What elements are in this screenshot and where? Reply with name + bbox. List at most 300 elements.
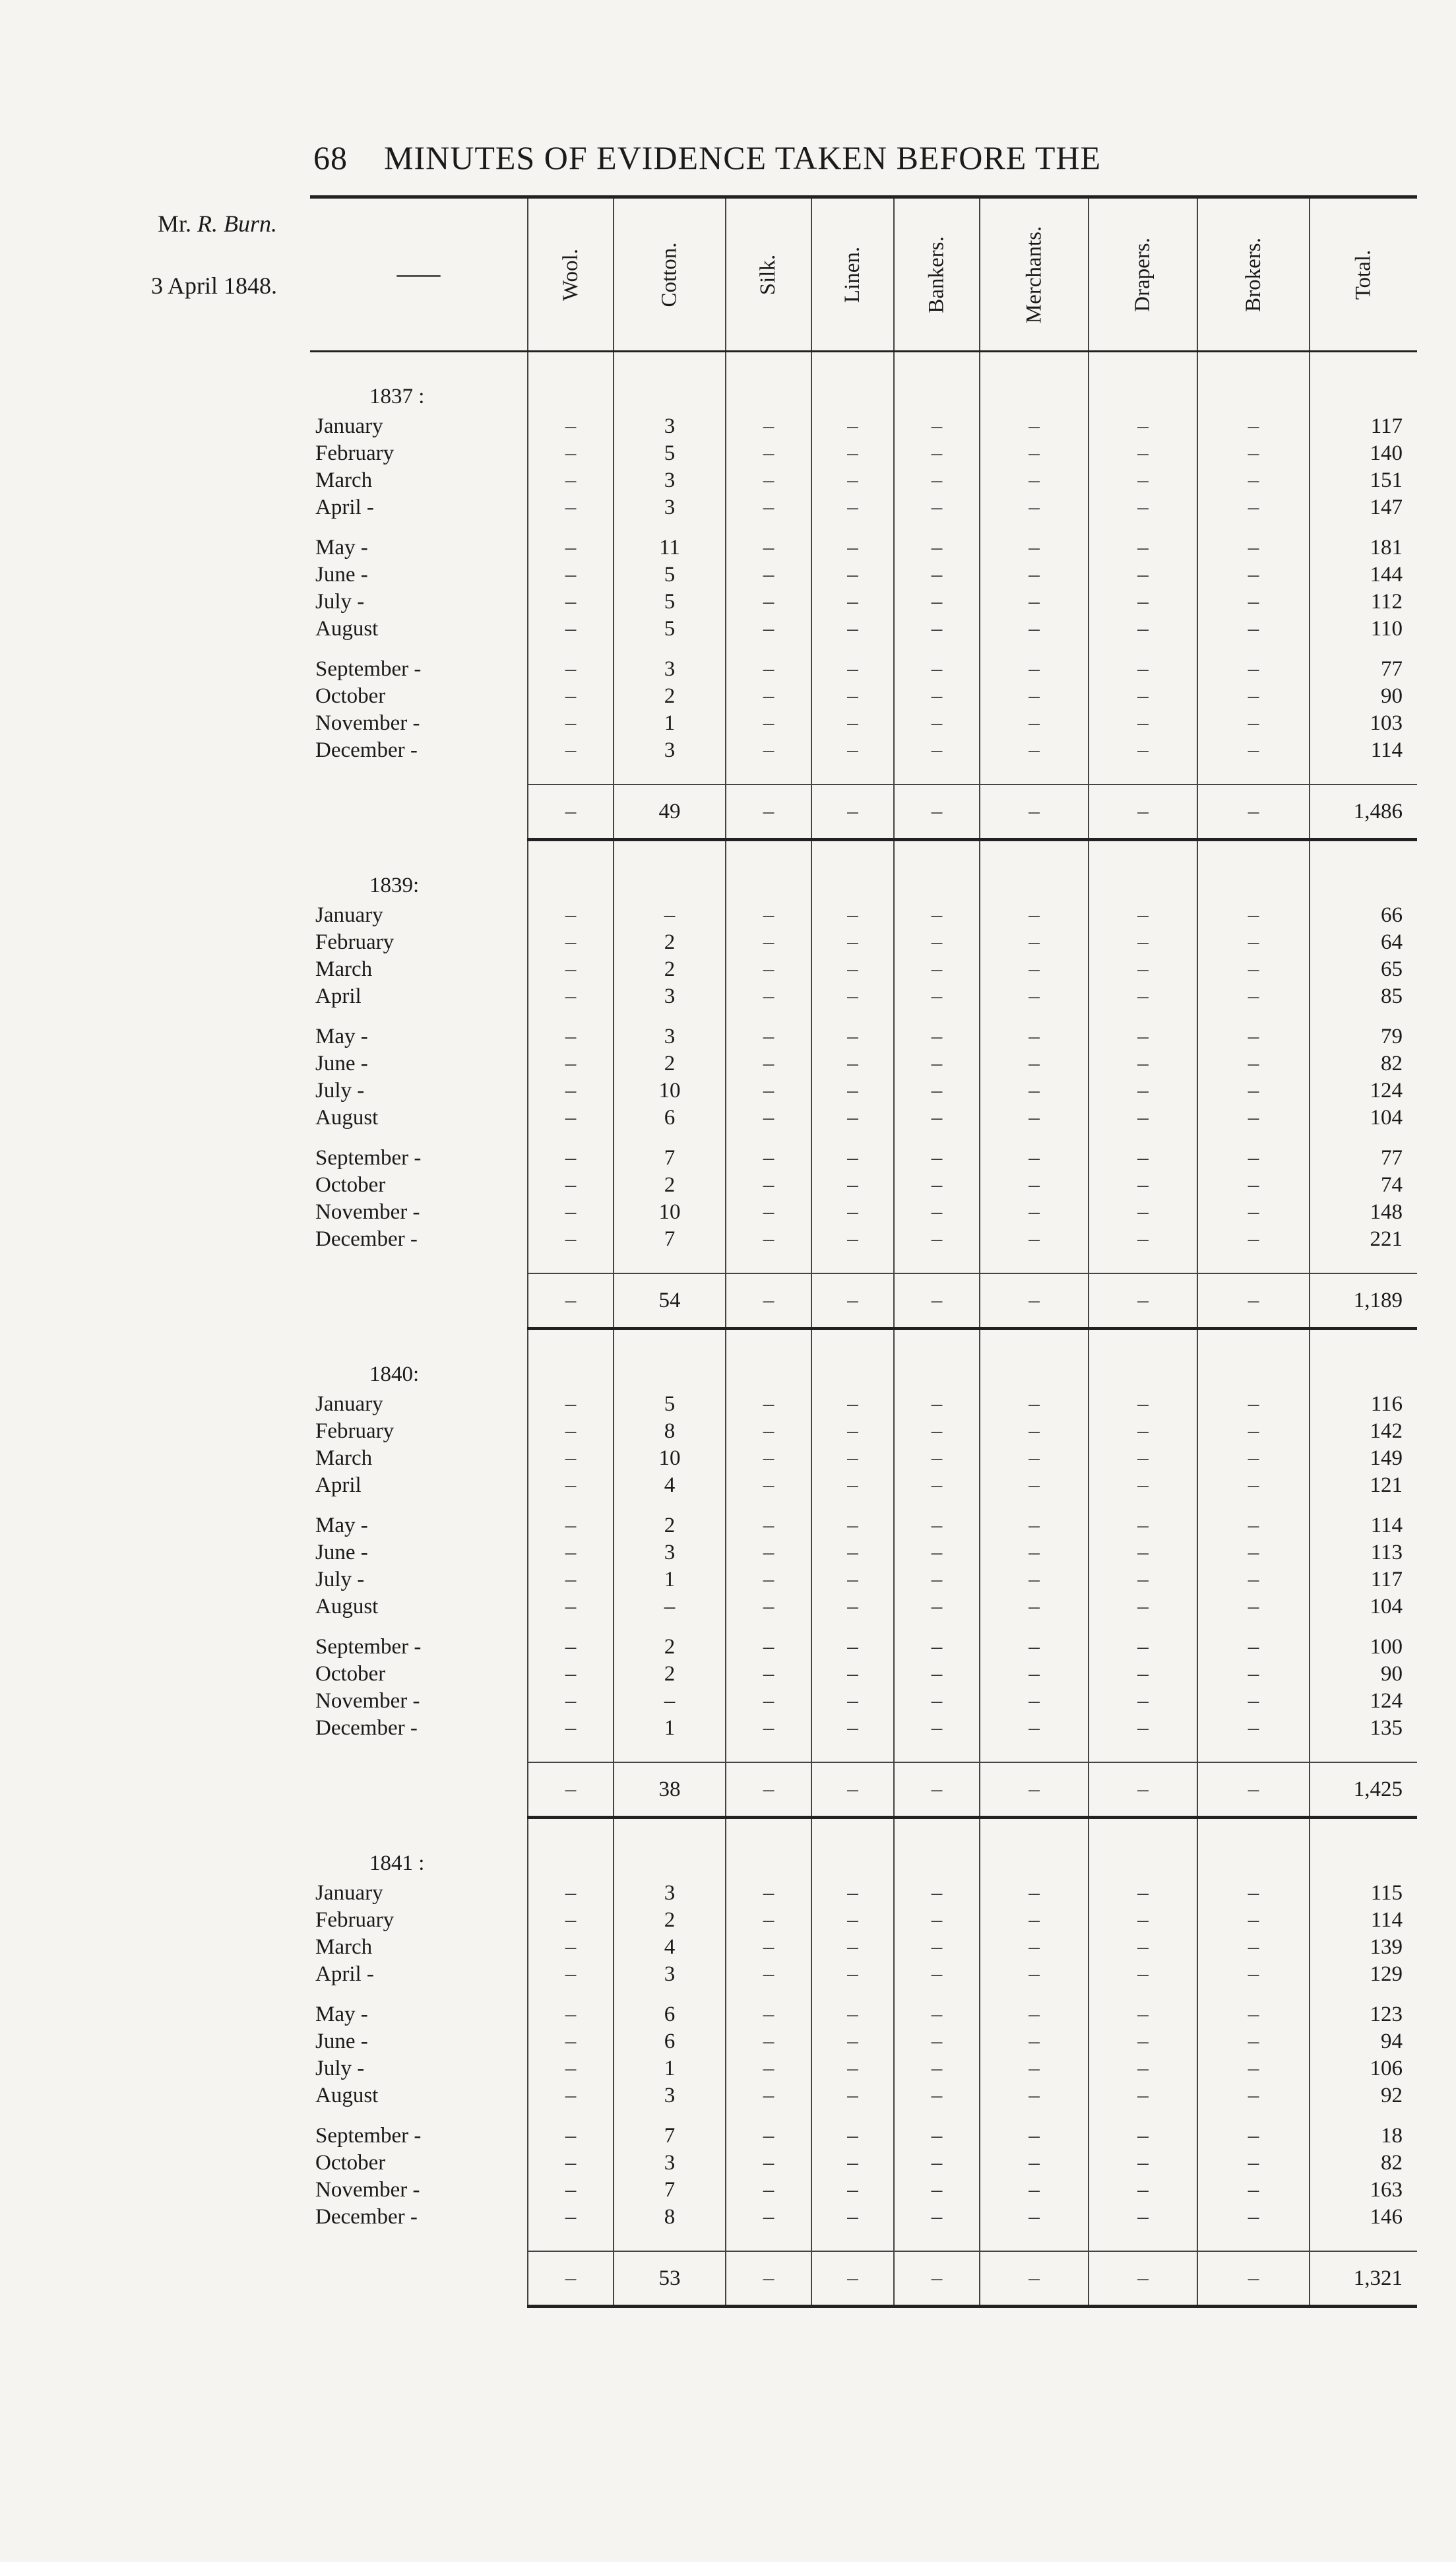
- merchants-value: –: [980, 737, 1089, 764]
- empty-cell: [980, 1010, 1089, 1023]
- merchants-value: –: [980, 1105, 1089, 1132]
- bankers-value: –: [894, 440, 980, 467]
- table-row: [310, 1105, 1417, 1132]
- silk-value: –: [726, 1880, 811, 1907]
- total-value: 149: [1310, 1445, 1417, 1472]
- linen-value: –: [811, 1105, 894, 1132]
- empty-cell: [614, 1818, 726, 1880]
- linen-value: –: [811, 2082, 894, 2109]
- bankers-value: –: [894, 467, 980, 494]
- empty-cell: [614, 643, 726, 656]
- merchants-value: –: [980, 1634, 1089, 1661]
- wool-value: –: [528, 1077, 614, 1105]
- bankers-value: –: [894, 1880, 980, 1907]
- merchants-value: –: [980, 2028, 1089, 2055]
- drapers-value: –: [1089, 1077, 1197, 1105]
- brokers-value: –: [1197, 956, 1310, 983]
- linen-value: –: [811, 561, 894, 589]
- empty-cell: [614, 764, 726, 785]
- silk-value: –: [726, 1661, 811, 1688]
- merchants-value: –: [980, 2177, 1089, 2204]
- drapers-value: –: [1089, 494, 1197, 521]
- cotton-value: 1: [614, 2055, 726, 2082]
- wool-value: –: [528, 1934, 614, 1961]
- cotton-sum: 54: [614, 1273, 726, 1329]
- cotton-value: 3: [614, 1539, 726, 1566]
- month-label: September -: [315, 2124, 422, 2148]
- total-value: 66: [1310, 902, 1417, 929]
- month-label: August: [315, 617, 379, 641]
- empty-cell: [1197, 1742, 1310, 1762]
- empty-cell: [310, 764, 528, 785]
- month-label: December -: [315, 1227, 418, 1251]
- linen-value: –: [811, 1391, 894, 1418]
- year-label: 1840:: [369, 1362, 420, 1386]
- year-total-row: [310, 1273, 1417, 1329]
- silk-value: –: [726, 2082, 811, 2109]
- empty-cell: [726, 2109, 811, 2123]
- wool-value: –: [528, 534, 614, 561]
- empty-cell: [528, 764, 614, 785]
- brokers-value: –: [1197, 413, 1310, 440]
- empty-cell: [894, 1818, 980, 1880]
- merchants-value: –: [980, 1172, 1089, 1199]
- cotton-value: 2: [614, 929, 726, 956]
- merchants-value: –: [980, 956, 1089, 983]
- merchants-value: –: [980, 1199, 1089, 1226]
- empty-cell: [1310, 1329, 1417, 1392]
- silk-value: –: [726, 2204, 811, 2231]
- empty-cell: [1089, 2231, 1197, 2251]
- empty-cell: [1197, 764, 1310, 785]
- linen-value: –: [811, 2123, 894, 2150]
- empty-cell: [811, 521, 894, 534]
- column-header-brokers: Brokers.: [1197, 197, 1310, 352]
- silk-value: –: [726, 1472, 811, 1499]
- linen-value: –: [811, 1226, 894, 1253]
- empty-cell: [614, 2109, 726, 2123]
- empty-cell: [310, 643, 528, 656]
- year-label: 1841 :: [369, 1851, 425, 1875]
- table-row: [310, 1391, 1417, 1418]
- brokers-value: –: [1197, 1934, 1310, 1961]
- empty-cell: [614, 1132, 726, 1145]
- empty-cell: [980, 764, 1089, 785]
- empty-cell: [310, 1742, 528, 1762]
- linen-value: –: [811, 534, 894, 561]
- wool-value: –: [528, 413, 614, 440]
- linen-value: –: [811, 710, 894, 737]
- wool-value: –: [528, 2082, 614, 2109]
- silk-value: –: [726, 1934, 811, 1961]
- empty-cell: [310, 1499, 528, 1512]
- cotton-value: 11: [614, 534, 726, 561]
- table-row: [310, 1472, 1417, 1499]
- merchants-value: –: [980, 534, 1089, 561]
- wool-value: –: [528, 2204, 614, 2231]
- linen-value: –: [811, 413, 894, 440]
- month-label: June -: [315, 563, 368, 587]
- empty-cell: [528, 1329, 614, 1392]
- brokers-value: –: [1197, 1145, 1310, 1172]
- wool-value: –: [528, 1512, 614, 1539]
- empty-cell: [1310, 2109, 1417, 2123]
- year-total-row: [310, 785, 1417, 840]
- month-label: January: [315, 1881, 383, 1905]
- total-value: 142: [1310, 1418, 1417, 1445]
- cotton-value: –: [614, 1688, 726, 1715]
- bankers-value: –: [894, 1715, 980, 1742]
- empty-cell: [726, 840, 811, 903]
- linen-value: –: [811, 1472, 894, 1499]
- table-row: [310, 1688, 1417, 1715]
- drapers-value: –: [1089, 1634, 1197, 1661]
- brokers-sum: –: [1197, 2251, 1310, 2307]
- linen-value: –: [811, 1934, 894, 1961]
- drapers-value: –: [1089, 1715, 1197, 1742]
- bankers-value: –: [894, 2123, 980, 2150]
- silk-value: –: [726, 902, 811, 929]
- empty-cell: [528, 1499, 614, 1512]
- bankers-value: –: [894, 413, 980, 440]
- empty-cell: [726, 1253, 811, 1273]
- wool-value: –: [528, 1391, 614, 1418]
- linen-value: –: [811, 589, 894, 616]
- cotton-value: 5: [614, 440, 726, 467]
- bankers-value: –: [894, 494, 980, 521]
- bankers-value: –: [894, 2177, 980, 2204]
- silk-value: –: [726, 929, 811, 956]
- silk-value: –: [726, 710, 811, 737]
- empty-cell: [528, 1010, 614, 1023]
- merchants-value: –: [980, 1050, 1089, 1077]
- empty-cell: [310, 785, 528, 840]
- total-value: 124: [1310, 1688, 1417, 1715]
- empty-cell: [1197, 1818, 1310, 1880]
- drapers-value: –: [1089, 683, 1197, 710]
- empty-cell: [614, 1620, 726, 1634]
- brokers-value: –: [1197, 1539, 1310, 1566]
- drapers-value: –: [1089, 467, 1197, 494]
- merchants-value: –: [980, 710, 1089, 737]
- table-row: [310, 589, 1417, 616]
- month-label: February: [315, 1419, 395, 1443]
- empty-cell: [310, 1988, 528, 2001]
- wool-value: –: [528, 1145, 614, 1172]
- drapers-value: –: [1089, 1539, 1197, 1566]
- column-header-bankers: Bankers.: [894, 197, 980, 352]
- empty-cell: [726, 1499, 811, 1512]
- cotton-value: 8: [614, 1418, 726, 1445]
- total-value: 77: [1310, 656, 1417, 683]
- wool-value: –: [528, 1199, 614, 1226]
- linen-value: –: [811, 1172, 894, 1199]
- empty-cell: [980, 840, 1089, 903]
- linen-value: –: [811, 1593, 894, 1620]
- empty-cell: [1310, 1253, 1417, 1273]
- empty-cell: [1310, 1499, 1417, 1512]
- linen-sum: –: [811, 1762, 894, 1818]
- empty-cell: [528, 1620, 614, 1634]
- brokers-value: –: [1197, 534, 1310, 561]
- linen-value: –: [811, 737, 894, 764]
- cotton-value: –: [614, 1593, 726, 1620]
- statistics-table: [310, 195, 1417, 2308]
- drapers-sum: –: [1089, 1762, 1197, 1818]
- table-row: [310, 1418, 1417, 1445]
- table-row: [310, 1880, 1417, 1907]
- row-gap: [310, 643, 1417, 656]
- silk-value: –: [726, 683, 811, 710]
- merchants-value: –: [980, 656, 1089, 683]
- month-label: August: [315, 2084, 379, 2107]
- empty-cell: [1089, 2109, 1197, 2123]
- cotton-value: 7: [614, 1226, 726, 1253]
- empty-cell: [1089, 1010, 1197, 1023]
- bankers-value: –: [894, 929, 980, 956]
- month-label: October: [315, 2151, 386, 2175]
- brokers-value: –: [1197, 929, 1310, 956]
- month-label: February: [315, 441, 395, 465]
- merchants-value: –: [980, 2150, 1089, 2177]
- table-row: [310, 2028, 1417, 2055]
- silk-value: –: [726, 1539, 811, 1566]
- grand-total-value: 1,425: [1310, 1762, 1417, 1818]
- silk-value: –: [726, 956, 811, 983]
- bankers-value: –: [894, 1023, 980, 1050]
- merchants-value: –: [980, 1934, 1089, 1961]
- month-label: July -: [315, 1568, 365, 1591]
- merchants-value: –: [980, 1226, 1089, 1253]
- wool-value: –: [528, 2123, 614, 2150]
- brokers-value: –: [1197, 983, 1310, 1010]
- cotton-sum: 49: [614, 785, 726, 840]
- table-row: [310, 2150, 1417, 2177]
- brokers-value: –: [1197, 1634, 1310, 1661]
- merchants-value: –: [980, 2082, 1089, 2109]
- bankers-value: –: [894, 2082, 980, 2109]
- silk-sum: –: [726, 1273, 811, 1329]
- table-row: [310, 440, 1417, 467]
- table-row: [310, 2123, 1417, 2150]
- drapers-value: –: [1089, 2204, 1197, 2231]
- empty-cell: [528, 521, 614, 534]
- empty-cell: [894, 1620, 980, 1634]
- empty-cell: [1310, 2231, 1417, 2251]
- column-header-silk: Silk.: [726, 197, 811, 352]
- empty-cell: [811, 840, 894, 903]
- merchants-sum: –: [980, 785, 1089, 840]
- month-label: April -: [315, 496, 374, 519]
- grand-total-value: 1,189: [1310, 1273, 1417, 1329]
- brokers-value: –: [1197, 2150, 1310, 2177]
- empty-cell: [726, 1132, 811, 1145]
- drapers-value: –: [1089, 1145, 1197, 1172]
- silk-value: –: [726, 737, 811, 764]
- linen-value: –: [811, 1961, 894, 1988]
- silk-sum: –: [726, 1762, 811, 1818]
- silk-value: –: [726, 534, 811, 561]
- drapers-value: –: [1089, 2001, 1197, 2028]
- empty-cell: [1197, 1329, 1310, 1392]
- empty-cell: [1197, 840, 1310, 903]
- table-row: [310, 467, 1417, 494]
- silk-value: –: [726, 440, 811, 467]
- empty-cell: [1089, 352, 1197, 414]
- merchants-value: –: [980, 589, 1089, 616]
- merchants-value: –: [980, 1391, 1089, 1418]
- cotton-value: 5: [614, 616, 726, 643]
- empty-cell: [528, 840, 614, 903]
- month-label: August: [315, 1595, 379, 1618]
- table-row: [310, 1961, 1417, 1988]
- cotton-value: 2: [614, 1172, 726, 1199]
- cotton-value: 2: [614, 1512, 726, 1539]
- year-total-row: [310, 1762, 1417, 1818]
- year-heading-row: [310, 1818, 1417, 1880]
- empty-cell: [1197, 1988, 1310, 2001]
- merchants-value: –: [980, 1445, 1089, 1472]
- total-value: 77: [1310, 1145, 1417, 1172]
- cotton-value: 7: [614, 2123, 726, 2150]
- wool-value: –: [528, 1688, 614, 1715]
- bankers-value: –: [894, 2055, 980, 2082]
- month-label: November -: [315, 2178, 420, 2202]
- bankers-value: –: [894, 1512, 980, 1539]
- empty-cell: [614, 1742, 726, 1762]
- merchants-value: –: [980, 983, 1089, 1010]
- empty-cell: [1197, 1132, 1310, 1145]
- empty-cell: [811, 1253, 894, 1273]
- brokers-value: –: [1197, 1907, 1310, 1934]
- month-label: July -: [315, 590, 365, 614]
- table-row: [310, 683, 1417, 710]
- total-value: 112: [1310, 589, 1417, 616]
- drapers-value: –: [1089, 1445, 1197, 1472]
- total-value: 121: [1310, 1472, 1417, 1499]
- total-value: 181: [1310, 534, 1417, 561]
- table-row: [310, 1566, 1417, 1593]
- bankers-value: –: [894, 589, 980, 616]
- cotton-value: 3: [614, 413, 726, 440]
- empty-cell: [1197, 1253, 1310, 1273]
- row-spacer: [310, 764, 1417, 785]
- row-gap: [310, 1499, 1417, 1512]
- empty-cell: [1310, 764, 1417, 785]
- empty-cell: [1089, 1742, 1197, 1762]
- wool-value: –: [528, 2055, 614, 2082]
- merchants-value: –: [980, 1688, 1089, 1715]
- total-value: 117: [1310, 413, 1417, 440]
- drapers-value: –: [1089, 1880, 1197, 1907]
- linen-value: –: [811, 1634, 894, 1661]
- silk-value: –: [726, 494, 811, 521]
- cotton-value: 7: [614, 2177, 726, 2204]
- empty-cell: [980, 1742, 1089, 1762]
- silk-value: –: [726, 2055, 811, 2082]
- wool-value: –: [528, 710, 614, 737]
- merchants-value: –: [980, 683, 1089, 710]
- table-row: [310, 561, 1417, 589]
- drapers-value: –: [1089, 1472, 1197, 1499]
- table-row: [310, 983, 1417, 1010]
- total-value: 146: [1310, 2204, 1417, 2231]
- brokers-value: –: [1197, 1023, 1310, 1050]
- table-row: [310, 494, 1417, 521]
- table-body: [310, 352, 1417, 2307]
- merchants-value: –: [980, 2123, 1089, 2150]
- merchants-value: –: [980, 616, 1089, 643]
- brokers-value: –: [1197, 1391, 1310, 1418]
- empty-cell: [726, 643, 811, 656]
- wool-value: –: [528, 1880, 614, 1907]
- silk-value: –: [726, 983, 811, 1010]
- merchants-value: –: [980, 1418, 1089, 1445]
- total-value: 113: [1310, 1539, 1417, 1566]
- month-label: April: [315, 984, 362, 1008]
- silk-value: –: [726, 1199, 811, 1226]
- year-label: 1837 :: [369, 385, 425, 408]
- column-header-merchants: Merchants.: [980, 197, 1089, 352]
- table-row: [310, 1634, 1417, 1661]
- wool-value: –: [528, 440, 614, 467]
- margin-witness-name: Mr. R. Burn.: [157, 210, 277, 237]
- linen-value: –: [811, 2150, 894, 2177]
- table-row: [310, 1077, 1417, 1105]
- empty-cell: [1089, 840, 1197, 903]
- merchants-value: –: [980, 1023, 1089, 1050]
- empty-cell: [528, 1818, 614, 1880]
- bankers-value: –: [894, 2001, 980, 2028]
- wool-value: –: [528, 1472, 614, 1499]
- merchants-value: –: [980, 1593, 1089, 1620]
- linen-value: –: [811, 683, 894, 710]
- drapers-value: –: [1089, 2150, 1197, 2177]
- empty-cell: [1089, 1818, 1197, 1880]
- brokers-sum: –: [1197, 1273, 1310, 1329]
- cotton-value: 4: [614, 1472, 726, 1499]
- table-row: [310, 616, 1417, 643]
- page-number: 68: [313, 139, 348, 176]
- month-label: September -: [315, 657, 422, 681]
- total-value: 110: [1310, 616, 1417, 643]
- silk-value: –: [726, 467, 811, 494]
- empty-cell: [1197, 1499, 1310, 1512]
- total-value: 163: [1310, 2177, 1417, 2204]
- empty-cell: [726, 1010, 811, 1023]
- bankers-value: –: [894, 1172, 980, 1199]
- wool-value: –: [528, 494, 614, 521]
- brokers-value: –: [1197, 1961, 1310, 1988]
- empty-cell: [811, 1329, 894, 1392]
- row-gap: [310, 1988, 1417, 2001]
- bankers-sum: –: [894, 1273, 980, 1329]
- month-label: November -: [315, 1689, 420, 1713]
- brokers-value: –: [1197, 1077, 1310, 1105]
- merchants-sum: –: [980, 1762, 1089, 1818]
- table-row: [310, 2082, 1417, 2109]
- wool-value: –: [528, 656, 614, 683]
- empty-cell: [894, 2109, 980, 2123]
- drapers-value: –: [1089, 1566, 1197, 1593]
- brokers-value: –: [1197, 1593, 1310, 1620]
- wool-value: –: [528, 1023, 614, 1050]
- table-row: [310, 737, 1417, 764]
- linen-value: –: [811, 1688, 894, 1715]
- month-label: June -: [315, 1541, 368, 1564]
- merchants-value: –: [980, 2204, 1089, 2231]
- empty-cell: [310, 1253, 528, 1273]
